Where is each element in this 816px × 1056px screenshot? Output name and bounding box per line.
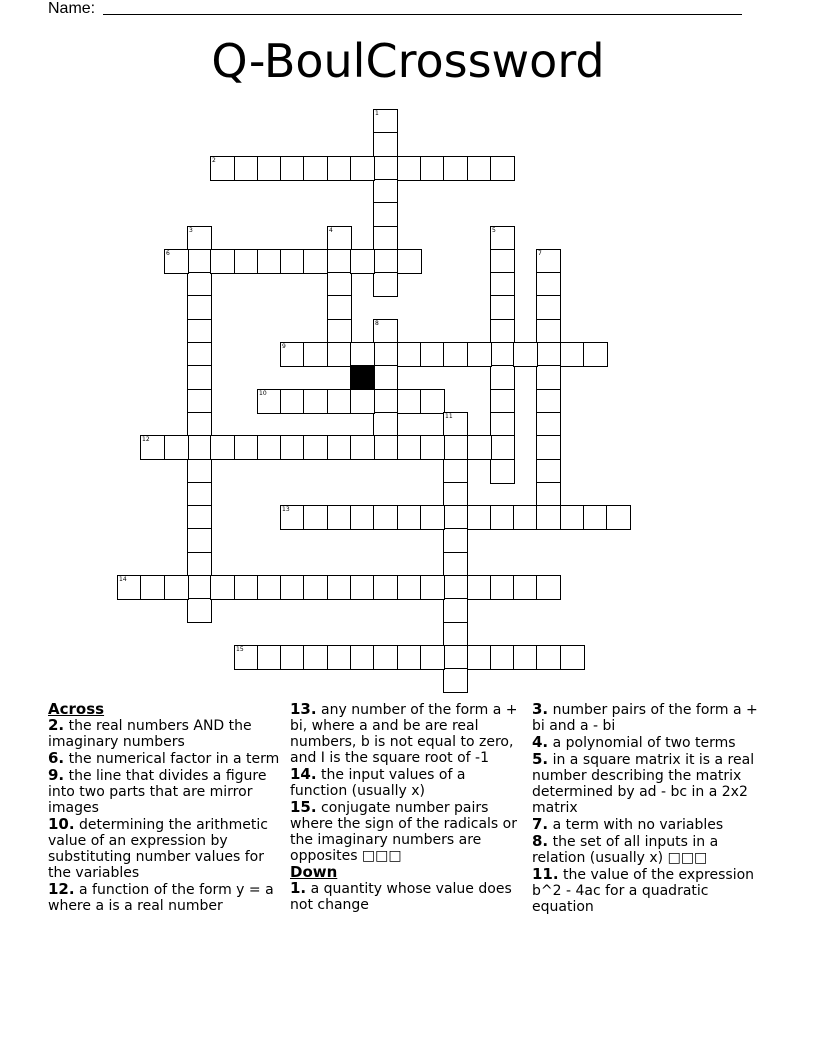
across-clue [290,766,526,799]
grid-cell[interactable] [490,505,515,530]
across-clue [48,767,284,816]
grid-cell[interactable] [210,249,235,274]
clue-number: 10. [48,815,75,833]
grid-cell[interactable] [140,575,165,600]
grid-cell[interactable] [234,575,259,600]
grid-cell[interactable] [490,249,515,274]
grid-cell[interactable] [560,645,585,670]
clue-number: 2. [48,716,65,734]
grid-cell[interactable] [583,505,608,530]
grid-cell[interactable] [467,156,492,181]
grid-cell[interactable] [443,482,468,507]
grid-cell[interactable] [443,342,468,367]
grid-cell[interactable] [373,575,398,600]
grid-cell[interactable] [280,505,305,530]
grid-cell[interactable] [490,319,515,344]
clue-number-label: 11 [445,413,453,420]
grid-cell[interactable] [606,505,631,530]
name-label: Name: [48,0,96,17]
grid-cell[interactable] [536,645,561,670]
grid-cell[interactable] [490,389,515,414]
grid-cell[interactable] [373,319,398,344]
grid-cell[interactable] [257,389,282,414]
grid-cell[interactable] [187,342,212,367]
grid-cell[interactable] [536,272,561,297]
grid-cell[interactable] [397,249,422,274]
clue-number: 5. [532,750,549,768]
clue-number: 15. [290,798,317,816]
grid-cell[interactable] [490,156,515,181]
grid-cell[interactable] [327,342,352,367]
clue-text: a term with no variables [548,817,724,833]
grid-cell[interactable] [490,295,515,320]
clue-text: a function of the form y = a where a is a real number [48,882,274,914]
clue-text: conjugate number pairs where the sign of the radicals or the imaginary numbers are opposites □□□ [290,800,517,864]
grid-cell[interactable] [303,389,328,414]
grid-cell[interactable] [234,156,259,181]
grid-cell[interactable] [467,435,492,460]
down-clue [290,880,526,913]
clue-number-label: 7 [538,250,542,257]
down-clue [532,751,768,816]
grid-cell[interactable] [373,365,398,390]
clue-number: 12. [48,880,75,898]
grid-cell[interactable] [513,645,538,670]
clue-text: number pairs of the form a + bi and a - bi [532,702,758,734]
clue-number: 6. [48,749,65,767]
grid-cell[interactable] [373,412,398,437]
clue-text: determining the arithmetic value of an expression by substituting number values for the variables [48,817,268,881]
grid-cell[interactable] [327,295,352,320]
grid-cell[interactable] [303,342,328,367]
clue-number-label: 8 [375,320,379,327]
clue-number-label: 14 [119,576,127,583]
grid-cell[interactable] [373,272,398,297]
grid-cell[interactable] [536,342,561,367]
clues-column-2 [290,701,526,913]
grid-cell[interactable] [467,575,492,600]
grid-cell[interactable] [397,505,422,530]
grid-cell[interactable] [187,552,212,577]
grid-cell[interactable] [187,365,212,390]
clue-text: the set of all inputs in a relation (usually x) □□□ [532,834,719,866]
grid-cell[interactable] [373,109,398,134]
across-clue [48,750,284,767]
clue-number-label: 3 [189,227,193,234]
clue-number: 13. [290,700,317,718]
clue-text: any number of the form a + bi, where a and be are real numbers, b is not equal to zero, and I is the square root of -1 [290,702,518,766]
grid-cell[interactable] [303,249,328,274]
down-clue [532,701,768,734]
grid-cell[interactable] [234,435,259,460]
grid-cell[interactable] [350,575,375,600]
grid-cell[interactable] [490,342,515,367]
grid-cell[interactable] [513,505,538,530]
grid-cell[interactable] [490,459,515,484]
grid-cell[interactable] [420,575,445,600]
grid-cell[interactable] [583,342,608,367]
grid-cell[interactable] [303,435,328,460]
grid-cell[interactable] [536,575,561,600]
grid-cell[interactable] [420,505,445,530]
grid-cell[interactable] [443,528,468,553]
grid-cell[interactable] [373,342,398,367]
clue-text: a quantity whose value does not change [290,881,512,913]
grid-cell[interactable] [443,156,468,181]
grid-cell[interactable] [164,575,189,600]
grid-cell[interactable] [397,389,422,414]
down-heading: Down [290,863,338,881]
clue-text: a polynomial of two terms [548,735,736,751]
grid-cell[interactable] [560,342,585,367]
grid-cell[interactable] [210,156,235,181]
clue-text: the real numbers AND the imaginary numbers [48,718,252,750]
clues-column-3 [532,701,768,915]
down-clue [532,833,768,866]
grid-cell[interactable] [490,272,515,297]
clue-text: in a square matrix it is a real number describing the matrix determined by ad - bc in a 2x2 matrix [532,752,755,816]
across-clue [48,816,284,881]
grid-cell[interactable] [303,645,328,670]
clue-text: the numerical factor in a term [64,751,280,767]
grid-cell[interactable] [350,249,375,274]
grid-cell[interactable] [210,435,235,460]
grid-cell[interactable] [536,249,561,274]
clue-number: 1. [290,879,307,897]
grid-cell[interactable] [373,389,398,414]
down-clue [532,866,768,915]
grid-cell[interactable] [327,319,352,344]
grid-cell[interactable] [443,435,468,460]
clue-number: 14. [290,765,317,783]
grid-cell[interactable] [327,575,352,600]
grid-cell[interactable] [327,389,352,414]
grid-cell[interactable] [187,389,212,414]
clue-text: the line that divides a figure into two parts that are mirror images [48,768,267,816]
grid-cell[interactable] [443,459,468,484]
grid-cell[interactable] [536,389,561,414]
grid-cell[interactable] [397,342,422,367]
grid-cell[interactable] [187,226,212,251]
grid-cell[interactable] [490,226,515,251]
grid-cell[interactable] [373,435,398,460]
clue-number-label: 10 [259,390,267,397]
across-clue [48,881,284,914]
grid-cell[interactable] [280,342,305,367]
clue-number-label: 4 [329,227,333,234]
grid-cell[interactable] [303,575,328,600]
grid-cell[interactable] [443,598,468,623]
clue-number: 11. [532,865,559,883]
clue-number-label: 6 [166,250,170,257]
grid-cell[interactable] [490,435,515,460]
grid-cell[interactable] [420,156,445,181]
grid-cell[interactable] [187,249,212,274]
grid-cell[interactable] [350,156,375,181]
grid-cell[interactable] [397,645,422,670]
grid-cell[interactable] [280,389,305,414]
grid-cell[interactable] [280,435,305,460]
grid-cell[interactable] [187,459,212,484]
grid-cell[interactable] [560,505,585,530]
grid-cell[interactable] [327,156,352,181]
grid-cell[interactable] [257,575,282,600]
clue-number: 8. [532,832,549,850]
grid-cell[interactable] [373,202,398,227]
across-clue [48,717,284,750]
grid-cell[interactable] [536,365,561,390]
grid-cell[interactable] [513,575,538,600]
grid-cell[interactable] [373,179,398,204]
grid-cell[interactable] [257,645,282,670]
grid-cell[interactable] [350,645,375,670]
clue-number: 4. [532,733,549,751]
grid-cell[interactable] [490,412,515,437]
grid-cell[interactable] [443,622,468,647]
grid-cell[interactable] [210,575,235,600]
across-clue [290,701,526,766]
grid-cell[interactable] [443,575,468,600]
grid-cell[interactable] [327,226,352,251]
grid-cell[interactable] [373,226,398,251]
grid-cell[interactable] [257,249,282,274]
clue-number: 3. [532,700,549,718]
grid-block [350,365,375,390]
clue-number: 9. [48,766,65,784]
grid-cell[interactable] [467,342,492,367]
grid-cell[interactable] [536,482,561,507]
grid-cell[interactable] [234,249,259,274]
clue-text: the input values of a function (usually x) [290,767,466,799]
grid-cell[interactable] [490,365,515,390]
grid-cell[interactable] [373,156,398,181]
grid-cell[interactable] [280,575,305,600]
clue-text: the value of the expression b^2 - 4ac for a quadratic equation [532,867,755,915]
grid-cell[interactable] [303,505,328,530]
grid-cell[interactable] [420,435,445,460]
grid-cell[interactable] [536,295,561,320]
clue-number-label: 12 [142,436,150,443]
grid-cell[interactable] [164,249,189,274]
grid-cell[interactable] [420,645,445,670]
grid-cell[interactable] [187,295,212,320]
grid-cell[interactable] [164,435,189,460]
grid-cell[interactable] [257,435,282,460]
clue-number-label: 5 [492,227,496,234]
grid-cell[interactable] [234,645,259,670]
grid-cell[interactable] [536,459,561,484]
grid-cell[interactable] [420,342,445,367]
grid-cell[interactable] [350,505,375,530]
clue-number-label: 13 [282,506,290,513]
grid-cell[interactable] [327,645,352,670]
grid-cell[interactable] [397,156,422,181]
clues-column-1 [48,701,284,914]
grid-cell[interactable] [327,249,352,274]
grid-cell[interactable] [187,435,212,460]
grid-cell[interactable] [467,505,492,530]
grid-cell[interactable] [420,389,445,414]
grid-cell[interactable] [327,505,352,530]
grid-cell[interactable] [303,156,328,181]
grid-cell[interactable] [536,435,561,460]
grid-cell[interactable] [187,412,212,437]
clue-number-label: 9 [282,343,286,350]
grid-cell[interactable] [327,272,352,297]
grid-cell[interactable] [373,249,398,274]
grid-cell[interactable] [443,505,468,530]
grid-cell[interactable] [350,342,375,367]
clue-number-label: 15 [236,646,244,653]
across-heading: Across [48,700,105,718]
down-clue [532,734,768,751]
clue-number: 7. [532,815,549,833]
across-clue [290,799,526,864]
down-clue [532,816,768,833]
grid-cell[interactable] [513,342,538,367]
grid-cell[interactable] [280,249,305,274]
grid-cell[interactable] [467,645,492,670]
grid-cell[interactable] [443,552,468,577]
grid-cell[interactable] [443,668,468,693]
grid-cell[interactable] [536,505,561,530]
grid-cell[interactable] [490,575,515,600]
grid-cell[interactable] [117,575,142,600]
grid-cell[interactable] [373,132,398,157]
grid-cell[interactable] [187,575,212,600]
clue-number-label: 1 [375,110,379,117]
grid-cell[interactable] [280,156,305,181]
grid-cell[interactable] [187,528,212,553]
grid-cell[interactable] [536,319,561,344]
grid-cell[interactable] [397,435,422,460]
grid-cell[interactable] [187,598,212,623]
grid-cell[interactable] [257,156,282,181]
grid-cell[interactable] [443,412,468,437]
grid-cell[interactable] [187,482,212,507]
page-title: Q-BoulCrossword [211,34,605,88]
grid-cell[interactable] [187,272,212,297]
grid-cell[interactable] [280,645,305,670]
grid-cell[interactable] [140,435,165,460]
grid-cell[interactable] [373,645,398,670]
grid-cell[interactable] [187,319,212,344]
grid-cell[interactable] [350,389,375,414]
grid-cell[interactable] [327,435,352,460]
grid-cell[interactable] [397,575,422,600]
grid-cell[interactable] [187,505,212,530]
grid-cell[interactable] [373,505,398,530]
grid-cell[interactable] [443,645,468,670]
grid-cell[interactable] [350,435,375,460]
clue-number-label: 2 [212,157,216,164]
grid-cell[interactable] [490,645,515,670]
grid-cell[interactable] [536,412,561,437]
